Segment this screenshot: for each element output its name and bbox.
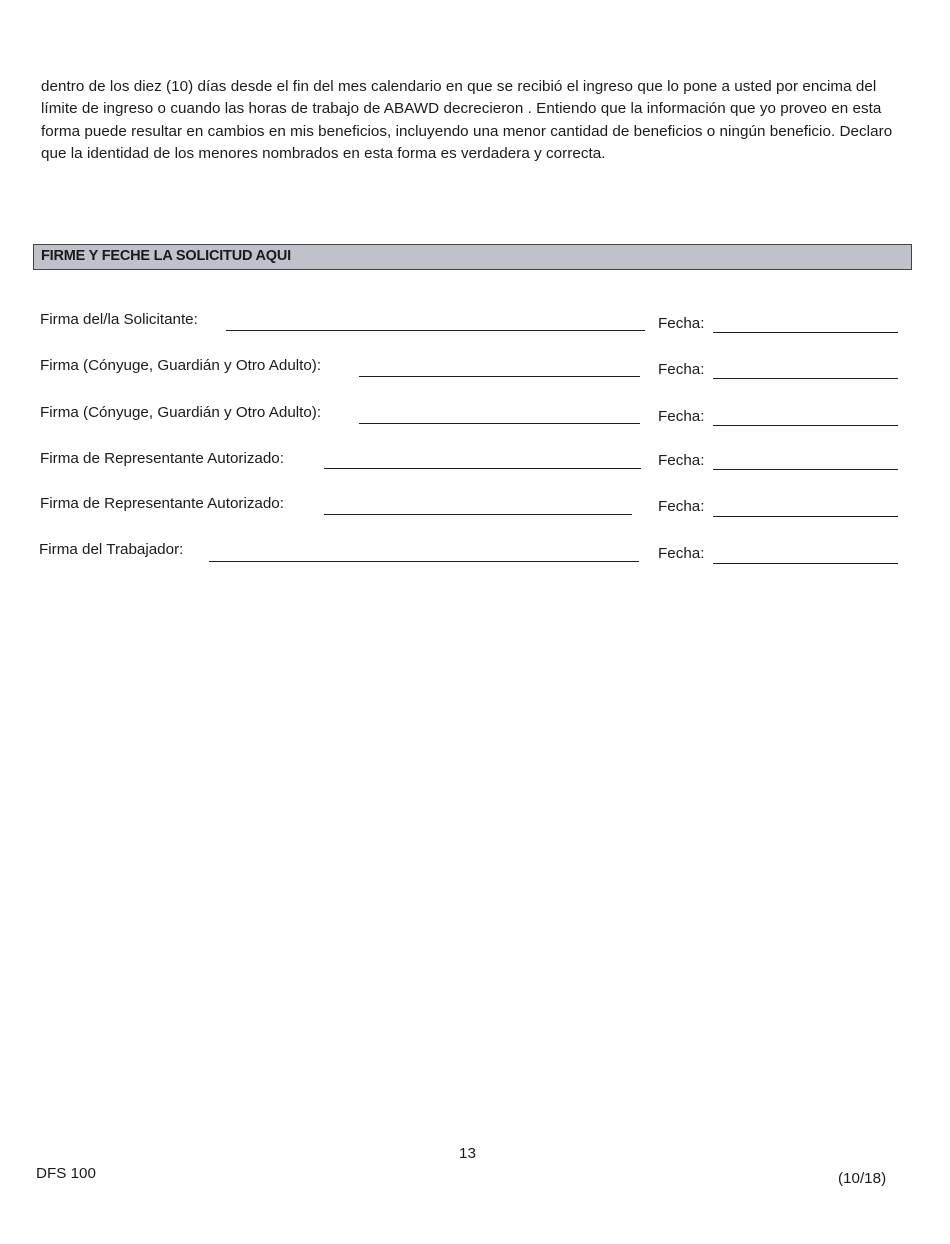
signature-label: Firma del Trabajador:	[39, 541, 184, 558]
signature-row-representative-2	[0, 495, 950, 525]
signature-label: Firma de Representante Autorizado:	[40, 495, 284, 512]
signature-label: Firma (Cónyuge, Guardián y Otro Adulto):	[40, 404, 322, 421]
date-line-worker[interactable]	[713, 563, 898, 564]
signature-line-representative-1[interactable]	[324, 468, 641, 469]
date-line-representative-2[interactable]	[713, 516, 898, 517]
section-title: FIRME Y FECHE LA SOLICITUD AQUI	[41, 248, 291, 264]
signature-label: Firma (Cónyuge, Guardián y Otro Adulto):	[40, 357, 322, 374]
revision-date: (10/18)	[838, 1170, 887, 1187]
signature-label: Firma del/la Solicitante:	[40, 311, 198, 328]
signature-line-spouse-1[interactable]	[359, 376, 640, 377]
signature-row-spouse-1	[0, 357, 950, 387]
signature-row-representative-1	[0, 450, 950, 480]
date-label: Fecha:	[658, 498, 705, 515]
signature-line-applicant[interactable]	[226, 330, 645, 331]
signature-row-spouse-2	[0, 404, 950, 434]
form-id: DFS 100	[36, 1165, 96, 1182]
date-line-spouse-2[interactable]	[713, 425, 898, 426]
signature-line-spouse-2[interactable]	[359, 423, 640, 424]
date-line-applicant[interactable]	[713, 332, 898, 333]
signature-line-representative-2[interactable]	[324, 514, 632, 515]
signature-row-worker	[0, 541, 950, 571]
date-line-representative-1[interactable]	[713, 469, 898, 470]
date-label: Fecha:	[658, 315, 705, 332]
signature-line-worker[interactable]	[209, 561, 639, 562]
date-line-spouse-1[interactable]	[713, 378, 898, 379]
date-label: Fecha:	[658, 452, 705, 469]
page-number: 13	[459, 1145, 476, 1162]
date-label: Fecha:	[658, 361, 705, 378]
signature-row-applicant	[0, 311, 950, 341]
date-label: Fecha:	[658, 545, 705, 562]
section-header	[33, 244, 912, 270]
date-label: Fecha:	[658, 408, 705, 425]
signature-label: Firma de Representante Autorizado:	[40, 450, 284, 467]
declaration-paragraph: dentro de los diez (10) días desde el fin del mes calendario en que se recibió el ingreso que lo pone a usted por encima del límite de ingreso o cuando las horas de trabajo de ABAWD decrecieron . Entiendo que la información que yo proveo en esta forma puede resultar en cambios en mis beneficios, incluyendo una menor cantidad de beneficios o ningún beneficio. Declaro que la identidad de los menores nombrados en esta forma es verdadera y correcta.	[41, 78, 893, 163]
